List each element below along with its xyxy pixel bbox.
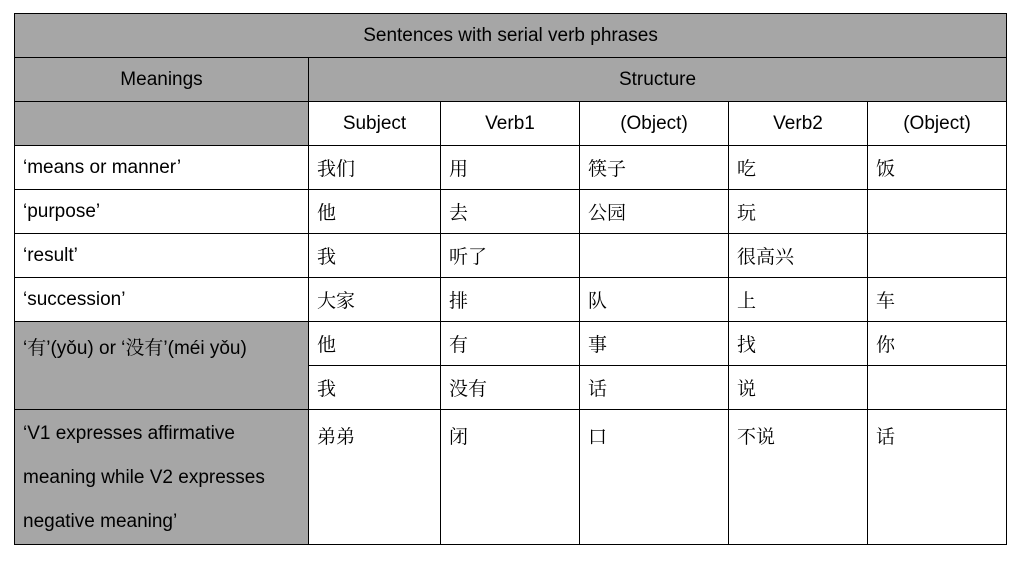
meaning-line: ‘V1 expresses affirmative (23, 423, 235, 444)
table-title: Sentences with serial verb phrases (15, 14, 1007, 58)
header-blank (15, 102, 309, 146)
header-verb2: Verb2 (729, 102, 868, 146)
verb2-cell: 不说 (729, 410, 868, 545)
object1-cell: 公园 (580, 190, 729, 234)
meaning-cell (15, 410, 309, 545)
header-object1: (Object) (580, 102, 729, 146)
object2-cell: 饭 (868, 146, 1007, 190)
object2-cell: 车 (868, 278, 1007, 322)
meaning-cell: ‘purpose’ (15, 190, 309, 234)
table-row (15, 190, 1007, 234)
object1-cell: 口 (580, 410, 729, 545)
table-row (15, 278, 1007, 322)
verb1-cell: 用 (441, 146, 580, 190)
verb1-cell: 排 (441, 278, 580, 322)
verb1-cell: 有 (441, 322, 580, 366)
header-meanings: Meanings (15, 58, 309, 102)
verb1-cell: 听了 (441, 234, 580, 278)
header-verb1: Verb1 (441, 102, 580, 146)
verb2-cell: 很高兴 (729, 234, 868, 278)
meaning-cell: ‘result’ (15, 234, 309, 278)
meaning-cell: ‘means or manner’ (15, 146, 309, 190)
subject-cell: 他 (309, 322, 441, 366)
subject-cell: 他 (309, 190, 441, 234)
subject-cell: 大家 (309, 278, 441, 322)
meaning-cell: ‘有’(yǒu) or ‘没有’(méi yǒu) (15, 322, 309, 410)
meaning-cell: ‘succession’ (15, 278, 309, 322)
header-object2: (Object) (868, 102, 1007, 146)
serial-verb-table (14, 13, 1007, 545)
object2-cell (868, 190, 1007, 234)
table-row (15, 410, 1007, 545)
subject-cell: 我 (309, 234, 441, 278)
meaning-line: meaning while V2 expresses (23, 467, 265, 488)
verb2-cell: 找 (729, 322, 868, 366)
verb1-cell: 去 (441, 190, 580, 234)
header-subject: Subject (309, 102, 441, 146)
subject-cell: 我 (309, 366, 441, 410)
verb1-cell: 闭 (441, 410, 580, 545)
object1-cell: 筷子 (580, 146, 729, 190)
object2-cell (868, 234, 1007, 278)
subject-cell: 弟弟 (309, 410, 441, 545)
verb1-cell: 没有 (441, 366, 580, 410)
object2-cell: 你 (868, 322, 1007, 366)
object1-cell: 话 (580, 366, 729, 410)
object2-cell: 话 (868, 410, 1007, 545)
verb2-cell: 说 (729, 366, 868, 410)
object1-cell: 事 (580, 322, 729, 366)
object1-cell (580, 234, 729, 278)
table-row (15, 146, 1007, 190)
verb2-cell: 吃 (729, 146, 868, 190)
header-structure: Structure (309, 58, 1007, 102)
table-row (15, 234, 1007, 278)
subject-cell: 我们 (309, 146, 441, 190)
object2-cell (868, 366, 1007, 410)
table-row (15, 322, 1007, 366)
object1-cell: 队 (580, 278, 729, 322)
verb2-cell: 上 (729, 278, 868, 322)
verb2-cell: 玩 (729, 190, 868, 234)
meaning-line: negative meaning’ (23, 511, 178, 532)
